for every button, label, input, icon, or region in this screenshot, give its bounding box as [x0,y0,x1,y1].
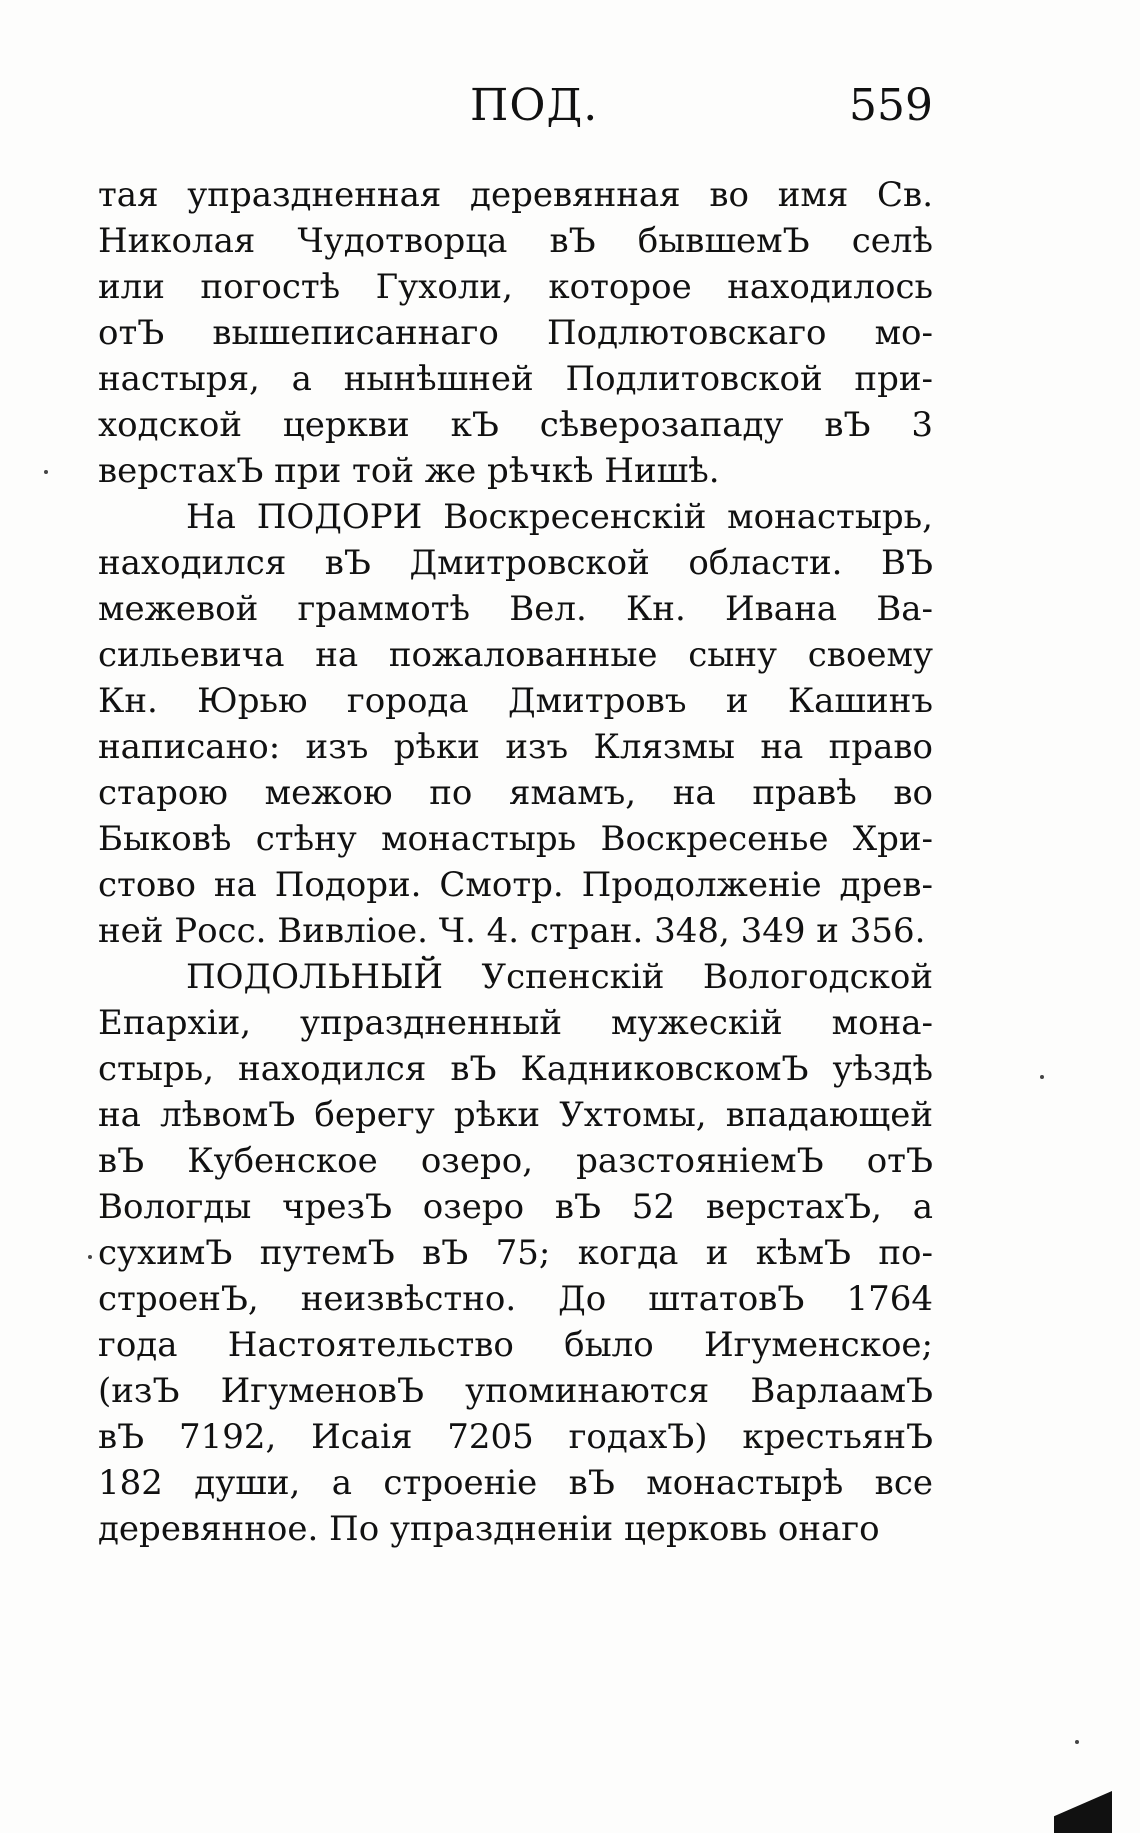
text-line: тая упраздненная деревянная во имя Св. [98,175,933,215]
scan-edge-mark [1054,1791,1112,1833]
running-head: ПОД. [470,80,599,131]
text-line: сильевича на пожалованные сыну своему [98,635,933,675]
text-line: старою межою по ямамъ, на правѣ во [98,773,933,813]
scan-speck [1040,1075,1044,1079]
text-line: года Настоятельство было Игуменское; [98,1325,933,1365]
text-line: ней Росс. Вивліое. Ч. 4. стран. 348, 349 и 356. [98,911,926,951]
text-line: настыря, а нынѣшней Подлитовской при- [98,359,933,399]
text-line: Епархіи, упраздненный мужескій мона- [98,1003,933,1043]
scan-speck [44,470,48,474]
text-line: Николая Чудотворца вЪ бывшемЪ селѣ [98,221,933,261]
text-line: строенЪ, неизвѣстно. До штатовЪ 1764 [98,1279,933,1319]
text-line: вЪ Кубенское озеро, разстояніемЪ отЪ [98,1141,933,1181]
text-line: 182 души, а строеніе вЪ монастырѣ все [98,1463,933,1503]
text-line: находился вЪ Дмитровской области. ВЪ [98,543,933,583]
text-line: ходской церкви кЪ сѣверозападу вЪ 3 [98,405,933,445]
page-number: 559 [849,80,933,131]
text-line: стово на Подори. Смотр. Продолженіе древ- [98,865,933,905]
scan-speck [1075,1740,1079,1744]
text-line: верстахЪ при той же рѣчкѣ Нишѣ. [98,451,720,491]
text-line: отЪ вышеписаннаго Подлютовскаго мо- [98,313,933,353]
text-line: деревянное. По упраздненіи церковь онаго [98,1509,880,1549]
text-line: Вологды чрезЪ озеро вЪ 52 верстахЪ, а [98,1187,933,1227]
text-line: или погостѣ Гухоли, которое находилось [98,267,933,307]
scan-speck [88,1255,92,1259]
text-line: сухимЪ путемЪ вЪ 75; когда и кѣмЪ по- [98,1233,933,1273]
text-line: Кн. Юрью города Дмитровъ и Кашинъ [98,681,933,721]
text-line: вЪ 7192, Исаія 7205 годахЪ) крестьянЪ [98,1417,933,1457]
text-line: на лѣвомЪ берегу рѣки Ухтомы, впадающей [98,1095,933,1135]
text-line: Быковѣ стѣну монастырь Воскресенье Хри- [98,819,933,859]
paragraph-start-line: На ПОДОРИ Воскресенскій монастырь, [186,497,933,537]
paragraph-start-line: ПОДОЛЬНЫЙ Успенскій Вологодской [186,957,933,997]
page-header [98,80,933,140]
text-line: (изЪ ИгуменовЪ упоминаются ВарлаамЪ [98,1371,933,1411]
text-line: межевой граммотѣ Вел. Кн. Ивана Ва- [98,589,933,629]
body-text [98,172,933,1552]
text-line: стырь, находился вЪ КадниковскомЪ уѣздѣ [98,1049,933,1089]
text-line: написано: изъ рѣки изъ Клязмы на право [98,727,933,767]
